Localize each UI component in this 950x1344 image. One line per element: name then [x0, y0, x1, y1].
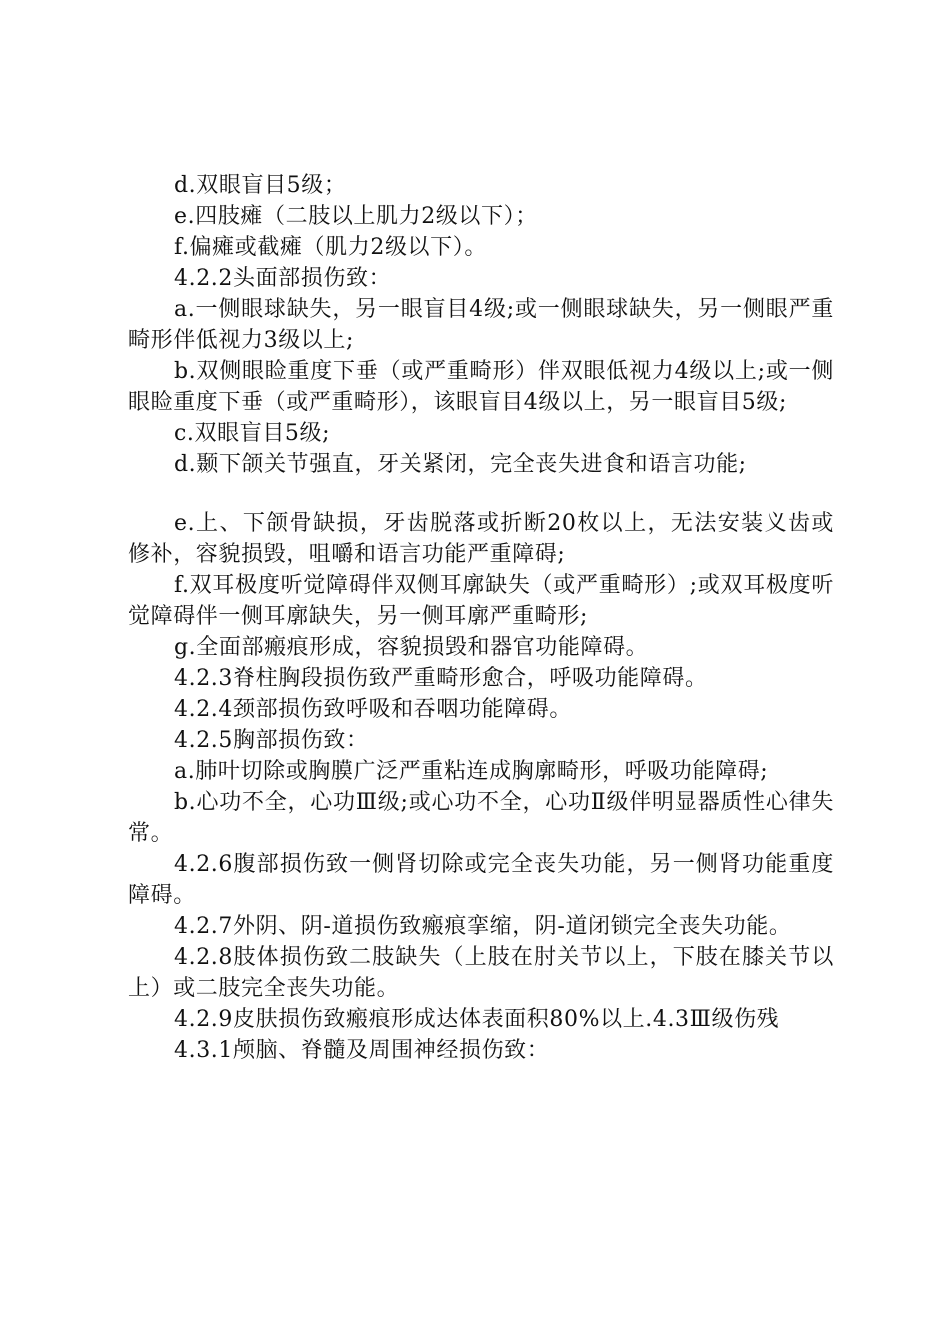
paragraph: g.全面部瘢痕形成，容貌损毁和器官功能障碍。	[174, 635, 649, 660]
section-heading: 4.2.8肢体损伤致二肢缺失（上肢在肘关节以上，下肢在膝关节以上）或二肢完全丧失功能。	[128, 945, 834, 1001]
section-heading: 4.2.3脊柱胸段损伤致严重畸形愈合，呼吸功能障碍。	[174, 666, 708, 691]
section-heading: 4.2.6腹部损伤致一侧肾切除或完全丧失功能，另一侧肾功能重度障碍。	[128, 852, 834, 908]
section-heading: 4.2.2头面部损伤致：	[174, 266, 392, 291]
section-heading: 4.3.1颅脑、脊髓及周围神经损伤致：	[174, 1038, 550, 1063]
document-body	[128, 170, 834, 1066]
paragraph: f.偏瘫或截瘫（肌力2级以下）。	[174, 235, 487, 260]
paragraph: a.一侧眼球缺失，另一眼盲目4级;或一侧眼球缺失，另一侧眼严重畸形伴低视力3级以上;	[128, 297, 834, 353]
paragraph: d.双眼盲目5级；	[174, 173, 347, 198]
paragraph: f.双耳极度听觉障碍伴双侧耳廓缺失（或严重畸形）;或双耳极度听觉障碍伴一侧耳廓缺失，另一侧耳廓严重畸形;	[128, 573, 834, 629]
section-heading: 4.2.7外阴、阴-道损伤致瘢痕挛缩，阴-道闭锁完全丧失功能。	[174, 914, 792, 939]
section-heading: 4.2.4颈部损伤致呼吸和吞咽功能障碍。	[174, 697, 572, 722]
paragraph: b.心功不全，心功Ⅲ级;或心功不全，心功Ⅱ级伴明显器质性心律失常。	[128, 790, 834, 846]
paragraph: b.双侧眼睑重度下垂（或严重畸形）伴双眼低视力4级以上;或一侧眼睑重度下垂（或严重畸形），该眼盲目4级以上，另一眼盲目5级;	[128, 359, 834, 415]
blank-line	[128, 480, 834, 508]
paragraph: d.颞下颌关节强直，牙关紧闭，完全丧失进食和语言功能;	[174, 452, 747, 477]
paragraph: c.双眼盲目5级;	[174, 421, 331, 446]
section-heading: 4.2.9皮肤损伤致瘢痕形成达体表面积80%以上.4.3Ⅲ级伤残	[174, 1007, 780, 1032]
paragraph: a.肺叶切除或胸膜广泛严重粘连成胸廓畸形，呼吸功能障碍;	[174, 759, 769, 784]
section-heading: 4.2.5胸部损伤致：	[174, 728, 369, 753]
paragraph: e.四肢瘫（二肢以上肌力2级以下）；	[174, 204, 538, 229]
paragraph: e.上、下颌骨缺损，牙齿脱落或折断20枚以上，无法安装义齿或修补，容貌损毁，咀嚼和语言功能严重障碍;	[128, 511, 834, 567]
